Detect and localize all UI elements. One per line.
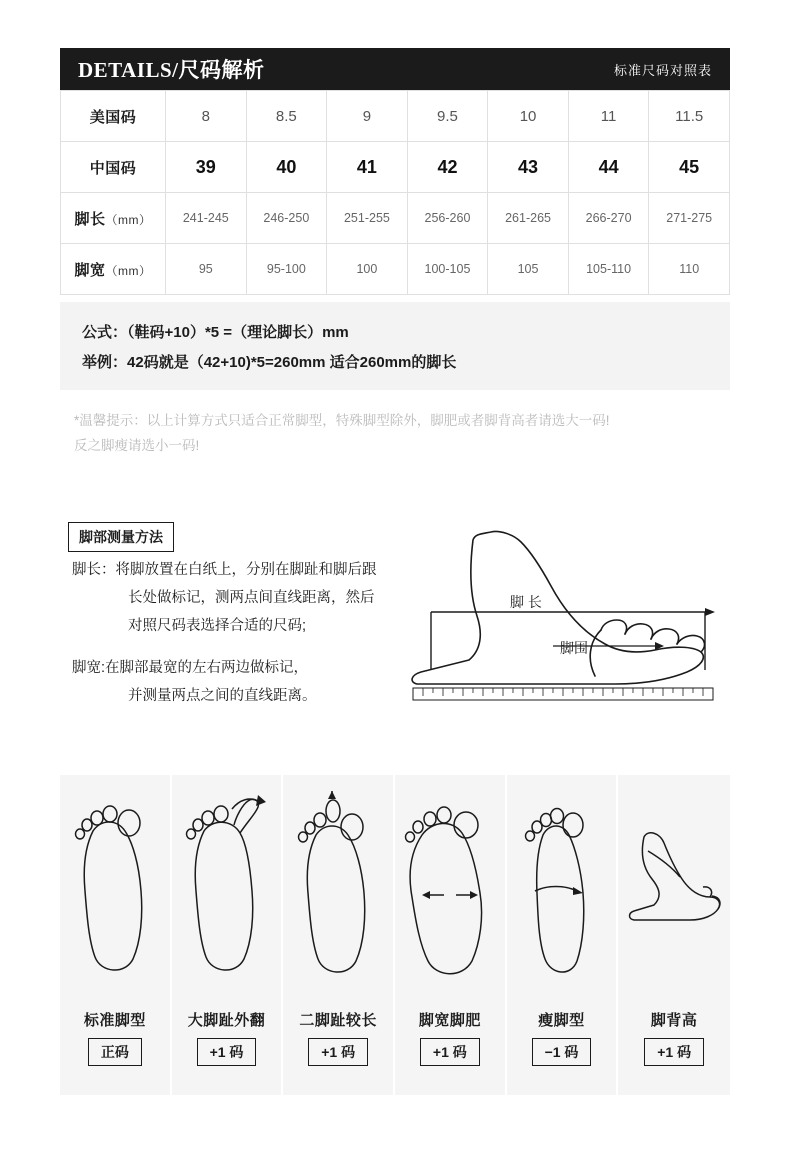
foot-measure-diagram (405, 520, 735, 710)
label-foot-length: 脚 长 (510, 594, 542, 610)
cell: 44 (568, 142, 649, 193)
foot-type-name: 二脚趾较长 (299, 1012, 377, 1029)
tip-line-1: *温馨提示：以上计算方式只适合正常脚型，特殊脚型除外，脚肥或者脚背高者请选大一码! (74, 413, 610, 428)
cell: 8 (166, 91, 247, 142)
foot-type-badge: +1 码 (420, 1038, 480, 1066)
cell: 271-275 (649, 193, 730, 244)
foot-type-name: 大脚趾外翻 (187, 1012, 266, 1029)
bunion-foot-icon (172, 775, 282, 1007)
foot-side-illustration (405, 520, 735, 710)
cell: 95-100 (246, 244, 327, 295)
foot-type-card (283, 775, 395, 1095)
foot-type-badge: +1 码 (644, 1038, 704, 1066)
foot-type-card (507, 775, 619, 1095)
label-foot-girth: 脚围 (560, 640, 588, 656)
cell: 40 (246, 142, 327, 193)
table-row (61, 91, 730, 142)
tip-line-2: 反之脚瘦请选小一码! (74, 438, 200, 453)
formula-panel (60, 302, 730, 390)
formula-text: （鞋码+10）*5 =（理论脚长）mm (127, 324, 349, 341)
cell: 95 (166, 244, 247, 295)
measure-method-title: 脚部测量方法 (68, 522, 174, 552)
cell: 9.5 (407, 91, 488, 142)
foot-type-name: 标准脚型 (83, 1012, 146, 1029)
foot-type-badge: +1 码 (197, 1038, 257, 1066)
cell: 41 (327, 142, 408, 193)
formula-line-2 (82, 348, 708, 378)
warm-tip (74, 408, 724, 458)
size-conversion-table (60, 90, 730, 295)
formula-line-1 (82, 318, 708, 348)
narrow-foot-icon (507, 775, 617, 1007)
high-instep-icon (618, 775, 730, 1007)
row-header-cn: 中国码 (61, 142, 166, 193)
measure-length-line-3: 对照尺码表选择合适的尺码; (128, 618, 307, 634)
long-second-toe-icon (283, 775, 393, 1007)
example-label: 举例： (82, 354, 128, 371)
table-row (61, 244, 730, 295)
foot-type-card (60, 775, 172, 1095)
foot-type-badge: +1 码 (308, 1038, 368, 1066)
cell: 105-110 (568, 244, 649, 295)
row-header-foot-length: 脚长（mm） (61, 193, 166, 244)
details-header (60, 48, 730, 90)
cell: 266-270 (568, 193, 649, 244)
row-header-us: 美国码 (61, 91, 166, 142)
row-header-foot-width: 脚宽（mm） (61, 244, 166, 295)
cell: 256-260 (407, 193, 488, 244)
cell: 43 (488, 142, 569, 193)
wide-foot-icon (395, 775, 505, 1007)
cell: 9 (327, 91, 408, 142)
foot-type-name: 瘦脚型 (538, 1012, 585, 1029)
formula-label: 公式： (82, 324, 128, 341)
cell: 110 (649, 244, 730, 295)
cell: 251-255 (327, 193, 408, 244)
foot-type-grid (60, 775, 730, 1095)
table-row (61, 193, 730, 244)
measure-width-line-1: 脚宽:在脚部最宽的左右两边做标记， (72, 660, 309, 676)
cell: 100-105 (407, 244, 488, 295)
measure-length-line-2: 长处做标记，测两点间直线距离，然后 (128, 590, 375, 606)
cell: 45 (649, 142, 730, 193)
example-text: 42码就是（42+10)*5=260mm 适合260mm的脚长 (127, 354, 457, 371)
foot-type-card (395, 775, 507, 1095)
standard-foot-icon (60, 775, 170, 1007)
cell: 10 (488, 91, 569, 142)
header-subtitle: 标准尺码对照表 (613, 62, 712, 78)
cell: 261-265 (488, 193, 569, 244)
foot-type-badge: 正码 (88, 1038, 142, 1066)
foot-type-name: 脚背高 (650, 1012, 698, 1029)
cell: 11 (568, 91, 649, 142)
foot-type-card (172, 775, 284, 1095)
cell: 241-245 (166, 193, 247, 244)
page-title: DETAILS/尺码解析 (78, 58, 265, 82)
table-row (61, 142, 730, 193)
cell: 11.5 (649, 91, 730, 142)
cell: 39 (166, 142, 247, 193)
cell: 42 (407, 142, 488, 193)
measure-width-line-2: 并测量两点之间的直线距离。 (128, 688, 317, 704)
foot-type-name: 脚宽脚肥 (418, 1012, 481, 1029)
foot-type-badge: −1 码 (532, 1038, 592, 1066)
foot-type-card (618, 775, 730, 1095)
cell: 246-250 (246, 193, 327, 244)
cell: 105 (488, 244, 569, 295)
cell: 8.5 (246, 91, 327, 142)
cell: 100 (327, 244, 408, 295)
measure-length-line-1: 脚长：将脚放置在白纸上，分别在脚趾和脚后跟 (72, 562, 377, 578)
measure-instructions (72, 556, 442, 710)
